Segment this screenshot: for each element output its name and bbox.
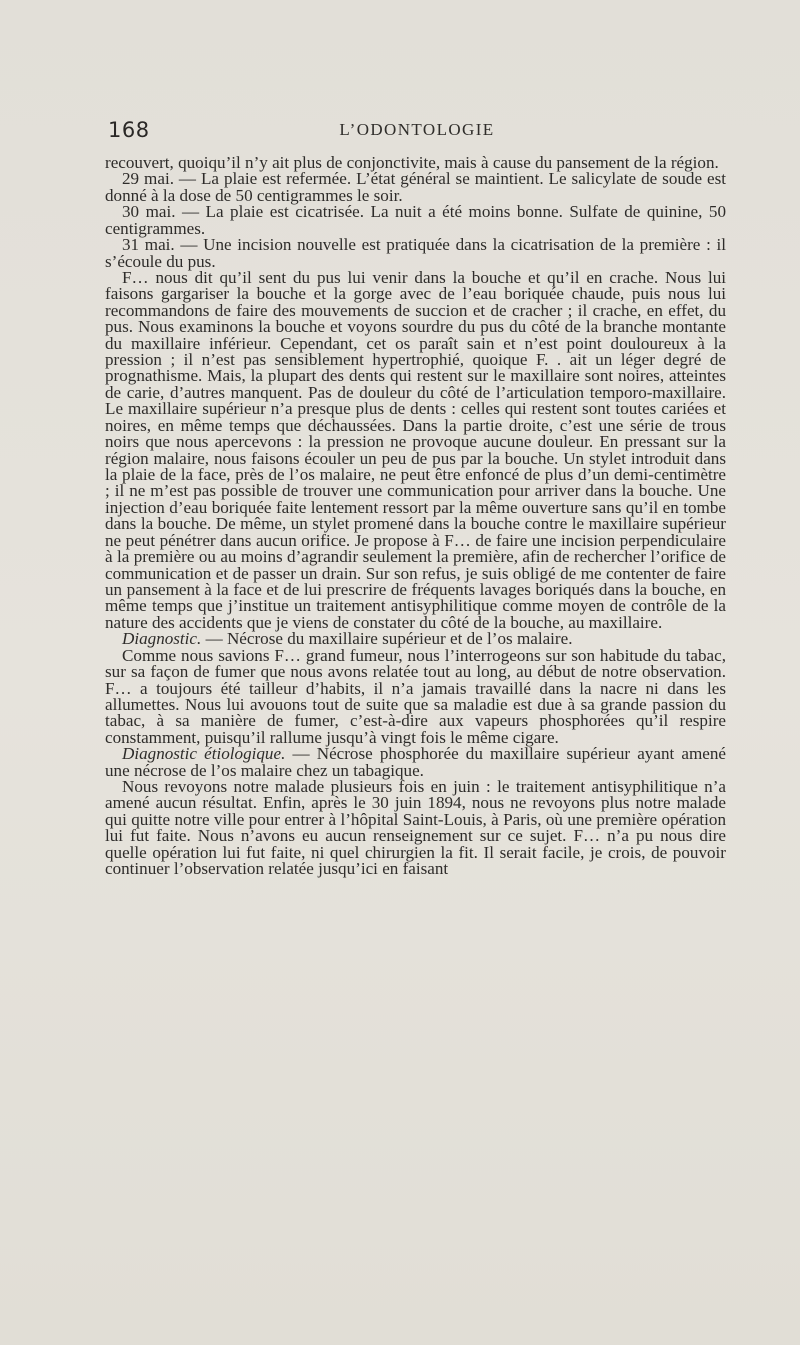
paragraph: 31 mai. — Une incision nouvelle est pratiquée dans la cicatrisation de la première : il s’écoule du pus.: [105, 235, 726, 271]
section-heading: Diagnostic.: [122, 629, 202, 649]
paragraph: 29 mai. — La plaie est refermée. L’état général se maintient. Le salicylate de soude est donné à la dose de 50 centigrammes le soir.: [105, 169, 726, 205]
page-number: 168: [108, 118, 150, 142]
page-header: [108, 118, 726, 146]
paragraph: recouvert, quoiqu’il n’y ait plus de conjonctivite, mais à cause du pansement de la région.: [105, 153, 719, 172]
paragraph: Nous revoyons notre malade plusieurs fois en juin : le traitement antisyphilitique n’a amené aucun résultat. Enfin, après le 30 juin 1894, nous ne revoyons plus notre malade qui quitte notre ville pour entrer à l’hôpital Saint-Louis, à Paris, où une première opération lui fut faite. Nous n’avons eu aucun renseignement sur ce sujet. F… n’a pu nous dire quelle opération lui fut faite, ni quel chirurgien la fit. Il serait facile, je crois, de pouvoir continuer l’observation relatée jusqu’ici en faisant: [105, 777, 726, 879]
running-title: L’ODONTOLOGIE: [339, 120, 495, 139]
section-heading: Diagnostic étiologique.: [122, 744, 286, 764]
paragraph-text: — Nécrose du maxillaire supérieur et de l’os malaire.: [201, 629, 573, 649]
paragraph: F… nous dit qu’il sent du pus lui venir dans la bouche et qu’il en crache. Nous lui faisons gargariser la bouche et la gorge avec de l’eau boriquée chaude, puis nous lui recommandons de faire des mouvements de succion et de cracher ; il crache, en effet, du pus. Nous examinons la bouche et voyons sourdre du pus du côté de la branche montante du maxillaire inférieur. Cependant, cet os paraît sain et n’est point douloureux à la pression ; il n’est pas sensiblement hypertrophié, quoique F. . ait un léger degré de prognathisme. Mais, la plupart des dents qui restent sur le maxillaire sont noires, atteintes de carie, d’autres manquent. Pas de douleur du côté de l’articulation temporo-maxillaire. Le maxillaire supérieur n’a presque plus de dents : celles qui restent sont toutes cariées et noires, en même temps que déchaussées. Dans la partie droite, c’est une série de trous noirs que nous apercevons : la pression ne provoque aucune douleur. En pressant sur la région malaire, nous faisons écouler un peu de pus par la bouche. Un stylet introduit dans la plaie de la face, près de l’os malaire, ne peut être enfoncé de plus d’un demi-centimètre ; il ne m’est pas possible de trouver une communication pour arriver dans la bouche. Une injection d’eau boriquée faite lentement ressort par la même ouverture sans qu’il en tombe dans la bouche. De même, un stylet promené dans la bouche contre le maxillaire supérieur ne peut pénétrer dans aucun orifice. Je propose à F… de faire une incision perpendiculaire à la première ou au moins d’agrandir seulement la première, afin de rechercher l’orifice de communication et de passer un drain. Sur son refus, je suis obligé de me contenter de faire un pansement à la face et de lui prescrire de fréquents lavages boriqués dans la bouche, en même temps que j’institue un traitement antisyphilitique comme moyen de contrôle de la nature des accidents que je viens de constater du côté de la bouche, au maxillaire.: [105, 267, 726, 632]
body-text: [105, 155, 726, 878]
paragraph: 30 mai. — La plaie est cicatrisée. La nuit a été moins bonne. Sulfate de quinine, 50 centigrammes.: [105, 202, 726, 238]
paragraph: Comme nous savions F… grand fumeur, nous l’interrogeons sur son habitude du tabac, sur sa façon de fumer que nous avons relatée tout au long, au début de notre observation. F… a toujours été tailleur d’habits, il n’a jamais travaillé dans la nacre ni dans les allumettes. Nous lui avouons tout de suite que sa maladie est due à sa grande passion du tabac, à sa manière de fumer, c’est-à-dire aux vapeurs phosphorées qu’il respire constamment, puisqu’il rallume jusqu’à vingt fois le même cigare.: [105, 645, 726, 747]
paragraph: [105, 746, 726, 779]
paragraph-text: — Nécrose phosphorée du maxillaire supérieur ayant amené une nécrose de l’os malaire chez un tabagique.: [105, 744, 726, 780]
